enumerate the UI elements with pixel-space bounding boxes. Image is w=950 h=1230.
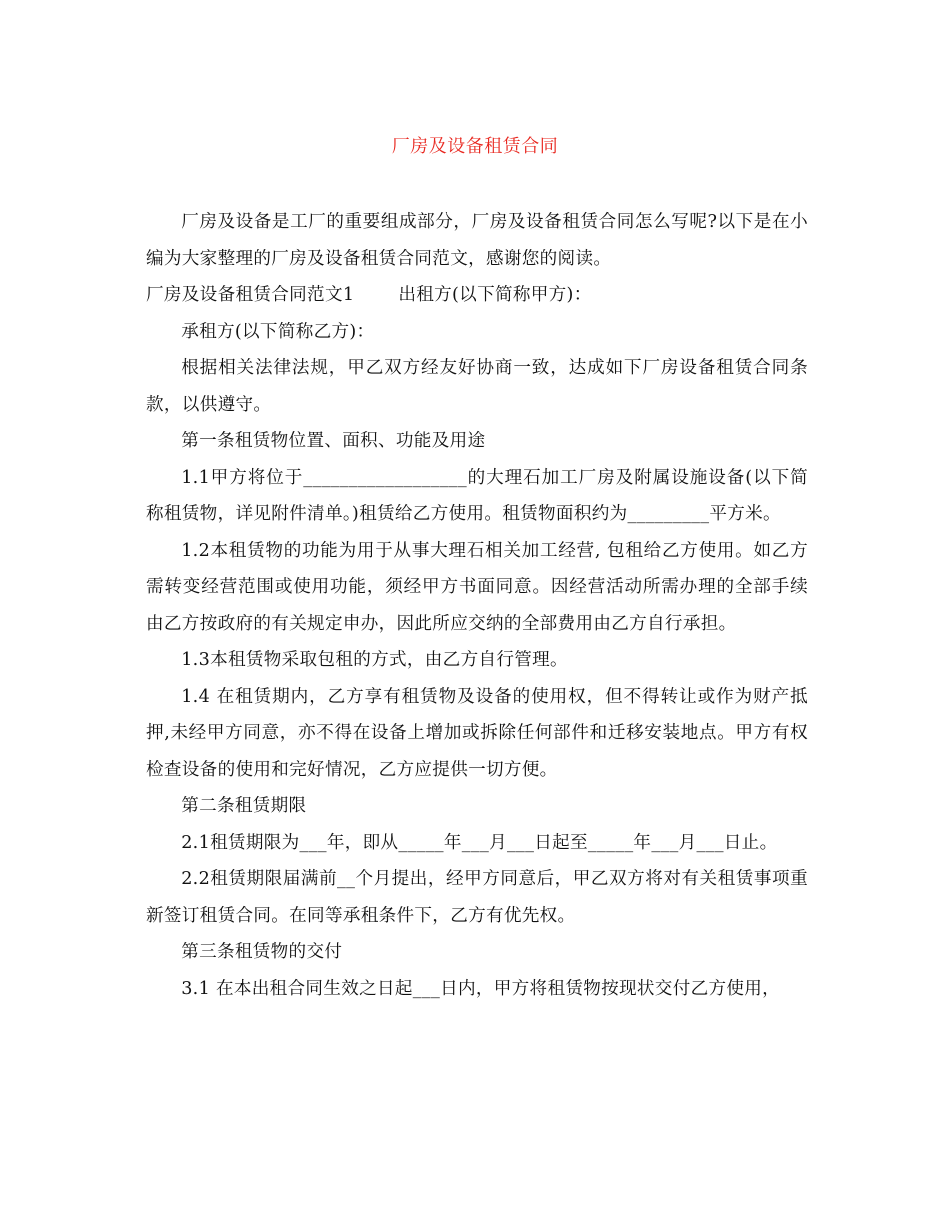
paragraph-preamble: 根据相关法律法规，甲乙双方经友好协商一致，达成如下厂房设备租赁合同条款，以供遵守。 bbox=[146, 358, 808, 415]
sample-label: 厂房及设备租赁合同范文1 bbox=[146, 285, 355, 305]
clause-1-2: 1.2本租赁物的功能为用于从事大理石相关加工经营, 包租给乙方使用。如乙方需转变经营范围或使用功能，须经甲方书面同意。因经营活动所需办理的全部手续由乙方按政府的有关规定申办，因此所应交纳的全部费用由乙方自行承担。 bbox=[146, 540, 808, 634]
clause-2-1: 2.1租赁期限为___年，即从_____年___月___日起至_____年___月___日止。 bbox=[181, 832, 778, 853]
paragraph-lessee: 承租方(以下简称乙方)： bbox=[181, 321, 375, 342]
clause-2-2: 2.2租赁期限届满前__个月提出，经甲方同意后，甲乙双方将对有关租赁事项重新签订租赁合同。在同等承租条件下，乙方有优先权。 bbox=[146, 869, 808, 926]
section-heading-3: 第三条租赁物的交付 bbox=[181, 942, 343, 962]
lessor-label: 出租方(以下简称甲方)： bbox=[398, 285, 592, 305]
clause-3-1: 3.1 在本出租合同生效之日起___日内，甲方将租赁物按现状交付乙方使用， bbox=[181, 978, 781, 999]
section-heading-2: 第二条租赁期限 bbox=[181, 796, 307, 816]
document-body bbox=[146, 204, 808, 1007]
clause-1-1: 1.1甲方将位于__________________的大理石加工厂房及附属设施设备(以下简称租赁物，详见附件清单。)租赁给乙方使用。租赁物面积约为_________平方米。 bbox=[146, 467, 808, 524]
paragraph-sample-heading bbox=[146, 277, 808, 314]
clause-1-3: 1.3本租赁物采取包租的方式，由乙方自行管理。 bbox=[181, 650, 568, 670]
section-heading-1: 第一条租赁物位置、面积、功能及用途 bbox=[181, 431, 486, 451]
clause-1-4: 1.4 在租赁期内，乙方享有租赁物及设备的使用权，但不得转让或作为财产抵押,未经甲方同意，亦不得在设备上增加或拆除任何部件和迁移安装地点。甲方有权检查设备的使用和完好情况，乙方应提供一切方便。 bbox=[146, 686, 808, 780]
document-title: 厂房及设备租赁合同 bbox=[391, 136, 559, 157]
paragraph-intro: 厂房及设备是工厂的重要组成部分，厂房及设备租赁合同怎么写呢?以下是在小编为大家整理的厂房及设备租赁合同范文，感谢您的阅读。 bbox=[146, 212, 808, 269]
